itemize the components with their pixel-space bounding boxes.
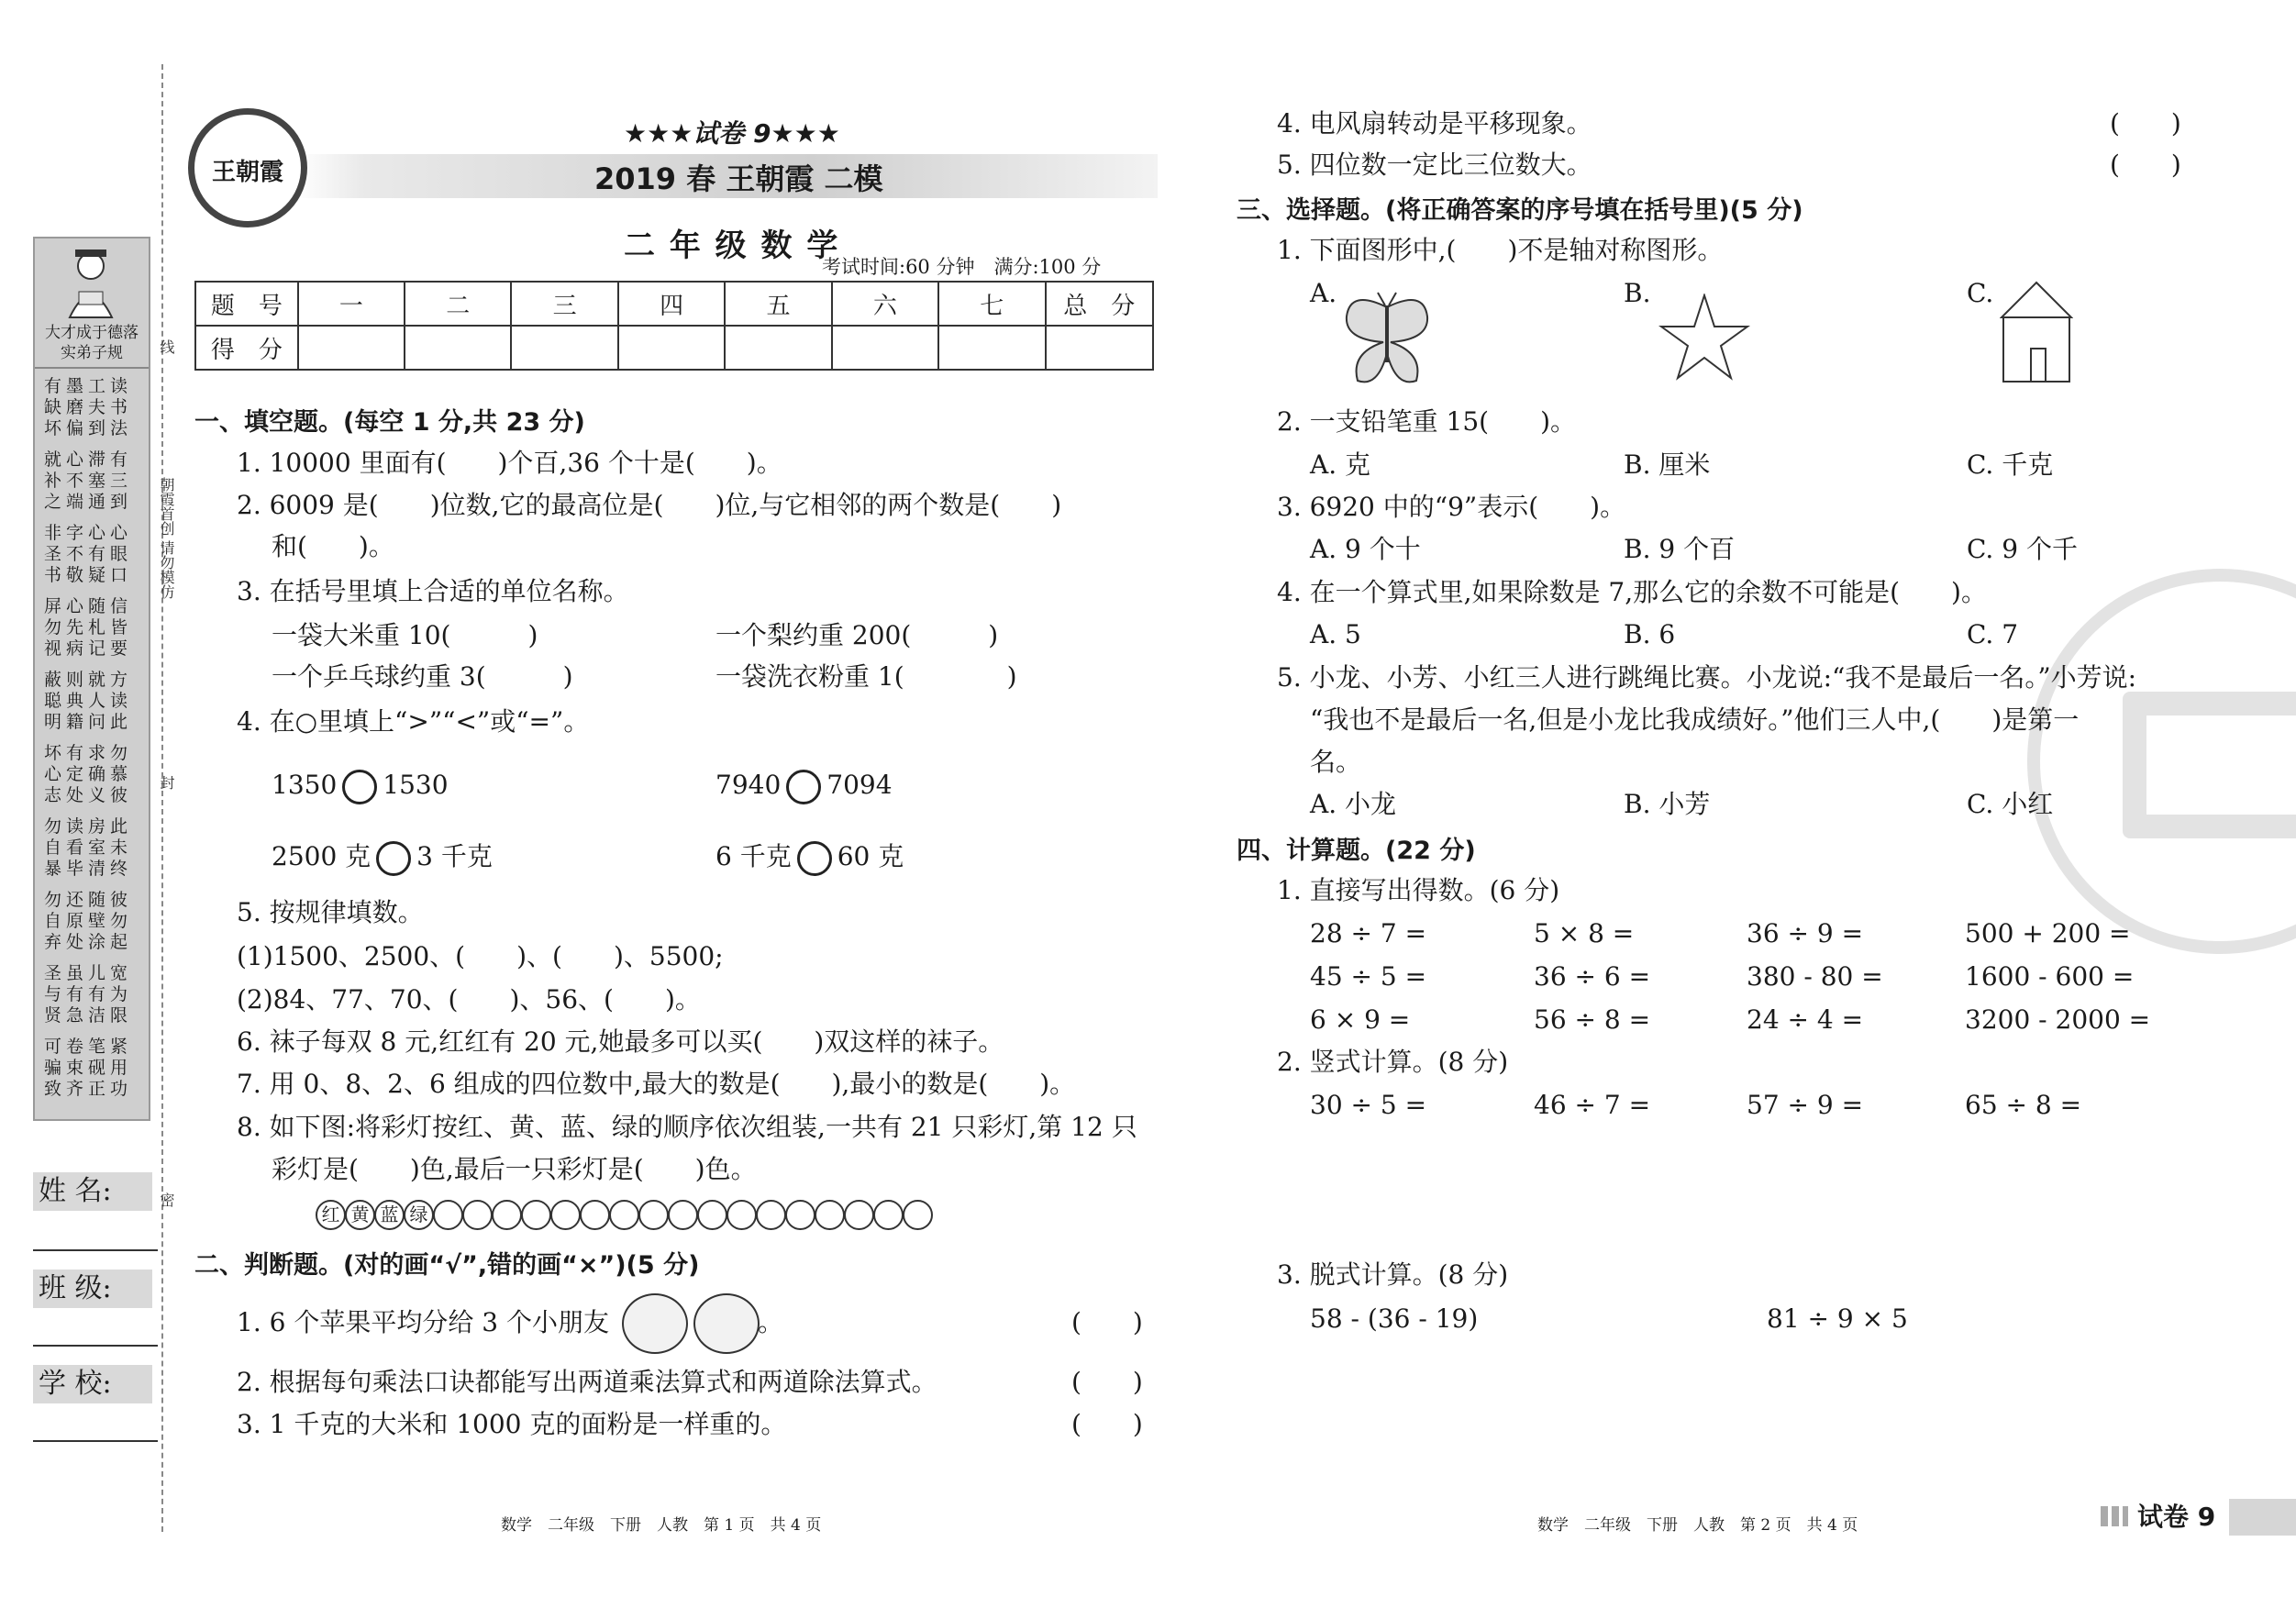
choice-q4: 4. 在一个算式里,如果除数是 7,那么它的余数不可能是( )。 <box>1277 577 1987 607</box>
choice-q5-cont: “我也不是最后一名,但是小龙比我成绩好。”他们三人中,( )是第一 <box>1310 704 2080 735</box>
lamp-red: 红 <box>316 1200 346 1230</box>
lamp-row <box>316 1200 932 1230</box>
oral-calc: 3200 - 2000 = <box>1965 1004 2151 1035</box>
q1-4: 4. 在○里填上“>”“<”或“=”。 <box>237 706 590 737</box>
lamp-blank[interactable] <box>844 1200 874 1230</box>
badge-band <box>2229 1499 2296 1536</box>
answer-blank[interactable]: ( ) <box>1071 1307 1143 1337</box>
motto-column: 勿读房此自看室未暴毕清终 <box>44 816 133 879</box>
oral-calc: 1600 - 600 = <box>1965 961 2135 992</box>
choice-q3: 3. 6920 中的“9”表示( )。 <box>1277 492 1626 522</box>
motto-column: 就心滞有补不塞三之端通到 <box>44 449 133 512</box>
judge-item-1: 1. 6 个苹果平均分给 3 个小朋友 <box>237 1307 609 1337</box>
lamp-blank[interactable] <box>903 1200 933 1230</box>
score-cell[interactable] <box>511 326 617 370</box>
q1-3-item: 一袋洗衣粉重 1( ) <box>715 661 1017 692</box>
school-field[interactable] <box>33 1440 158 1442</box>
q1-5: 5. 按规律填数。 <box>237 897 424 927</box>
score-header-cell: 四 <box>618 282 725 326</box>
watermark-seal <box>2027 569 2296 954</box>
score-cell[interactable] <box>938 326 1045 370</box>
exam-info: 考试时间:60 分钟 满分:100 分 <box>822 256 1102 278</box>
lamp-yellow: 黄 <box>345 1200 375 1230</box>
lamp-blank[interactable] <box>727 1200 757 1230</box>
binding-cut-line <box>161 64 163 1532</box>
lamp-blank[interactable] <box>521 1200 551 1230</box>
lamp-blank[interactable] <box>580 1200 610 1230</box>
oral-calc: 500 + 200 = <box>1965 918 2131 948</box>
choice-q2: 2. 一支铅笔重 15( )。 <box>1277 406 1576 437</box>
section3-title: 三、选择题。(将正确答案的序号填在括号里)(5 分) <box>1237 196 1803 225</box>
scholar-figure <box>62 246 119 319</box>
answer-blank[interactable]: ( ) <box>2110 150 2181 180</box>
seal-mark-mid: 封 <box>158 775 175 790</box>
option-label: A. 5 <box>1310 619 1361 649</box>
motto-column: 勿还随彼自原壁勿弃处涂起 <box>44 890 133 952</box>
option-label: A. 9 个十 <box>1310 534 1421 564</box>
apples-plate-icon <box>622 1293 688 1354</box>
score-cell[interactable] <box>725 326 831 370</box>
score-header-cell: 三 <box>511 282 617 326</box>
class-label: 班 级: <box>33 1270 152 1308</box>
compare-circle[interactable] <box>797 841 832 876</box>
score-cell[interactable] <box>1046 326 1153 370</box>
seal-mark-top: 线 <box>158 339 175 354</box>
name-label: 姓 名: <box>33 1172 152 1211</box>
option-label: C. 9 个千 <box>1967 534 2078 564</box>
motto-strip <box>33 237 150 1121</box>
choice-q5: 5. 小龙、小芳、小红三人进行跳绳比赛。小龙说:“我不是最后一名。”小芳说: <box>1277 662 2137 693</box>
brand-logo: 王朝霞 <box>188 108 307 227</box>
paper-badge: 试卷 9 <box>2137 1502 2216 1532</box>
oral-calc: 380 - 80 = <box>1747 961 1883 992</box>
lamp-blue: 蓝 <box>374 1200 405 1230</box>
lamp-blank[interactable] <box>638 1200 669 1230</box>
q1-3: 3. 在括号里填上合适的单位名称。 <box>237 576 629 606</box>
score-cell[interactable] <box>405 326 511 370</box>
option-label: C. <box>1967 278 1994 308</box>
vertical-calc: 57 ÷ 9 = <box>1747 1090 1864 1120</box>
option-label: B. 小芳 <box>1624 789 1711 819</box>
lamp-blank[interactable] <box>462 1200 493 1230</box>
judge-item-4: 4. 电风扇转动是平移现象。 <box>1277 108 1592 139</box>
butterfly-icon <box>1341 289 1433 394</box>
compare-circle[interactable] <box>342 770 377 804</box>
school-label: 学 校: <box>33 1365 152 1403</box>
calc-sub2: 2. 竖式计算。(8 分) <box>1277 1047 1509 1077</box>
q1-1: 1. 10000 里面有( )个百,36 个十是( )。 <box>237 448 782 478</box>
oral-calc: 36 ÷ 9 = <box>1747 918 1864 948</box>
section2-title: 二、判断题。(对的画“√”,错的画“×”)(5 分) <box>194 1251 700 1280</box>
option-label: B. 9 个百 <box>1624 534 1736 564</box>
lamp-blank[interactable] <box>785 1200 815 1230</box>
lamp-blank[interactable] <box>815 1200 845 1230</box>
score-header-cell: 五 <box>725 282 831 326</box>
oral-calc: 36 ÷ 6 = <box>1534 961 1651 992</box>
side-vertical-note: 朝霞首创 请勿模仿 <box>158 477 175 600</box>
option-label: C. 千克 <box>1967 449 2054 480</box>
calc-sub1: 1. 直接写出得数。(6 分) <box>1277 875 1560 905</box>
q1-5-2: (2)84、77、70、( )、56、( )。 <box>237 984 701 1015</box>
score-header-label: 题 号 <box>195 282 298 326</box>
choice-q1: 1. 下面图形中,( )不是轴对称图形。 <box>1277 235 1724 265</box>
vertical-calc: 46 ÷ 7 = <box>1534 1090 1651 1120</box>
answer-blank[interactable]: ( ) <box>1071 1367 1143 1397</box>
q1-8: 8. 如下图:将彩灯按红、黄、蓝、绿的顺序依次组装,一共有 21 只彩灯,第 12 只 <box>237 1112 1137 1142</box>
motto-column: 可卷笔紧骗束砚用致齐正功 <box>44 1037 133 1099</box>
stepwise-calc: 81 ÷ 9 × 5 <box>1767 1303 1908 1334</box>
exam-title: 2019 春 王朝霞 二模 <box>594 161 883 196</box>
score-cell[interactable] <box>298 326 405 370</box>
option-label: B. 6 <box>1624 619 1676 649</box>
score-row-label: 得 分 <box>195 326 298 370</box>
lamp-blank[interactable] <box>697 1200 727 1230</box>
motto-column: 蔽则就方聪典人读明籍问此 <box>44 670 133 732</box>
subject-title: 二 年 级 数 学 <box>624 227 840 264</box>
motto-column: 圣虽儿宽与有有为贤急洁限 <box>44 963 133 1026</box>
oral-calc: 45 ÷ 5 = <box>1310 961 1427 992</box>
motto-column: 坏有求勿心定确慕志处义彼 <box>44 743 133 805</box>
judge-item-5: 5. 四位数一定比三位数大。 <box>1277 150 1592 180</box>
motto-column: 屏心随信勿先札皆视病记要 <box>44 596 133 659</box>
section1-title: 一、填空题。(每空 1 分,共 23 分) <box>194 408 585 437</box>
q1-3-item: 一个乒乓球约重 3( ) <box>272 661 573 692</box>
answer-blank[interactable]: ( ) <box>2110 108 2181 139</box>
paper-number: ★★★试卷 9★★★ <box>624 118 840 149</box>
motto-column: 有墨工读缺磨夫书坏偏到法 <box>44 376 133 438</box>
lamp-blank[interactable] <box>492 1200 522 1230</box>
house-icon <box>2000 281 2073 387</box>
option-label: C. 小红 <box>1967 789 2054 819</box>
score-header-cell: 六 <box>832 282 938 326</box>
q1-3-item: 一个梨约重 200( ) <box>715 620 999 650</box>
score-header-cell: 二 <box>405 282 511 326</box>
name-field[interactable] <box>33 1249 158 1251</box>
compare-item: 6 千克 60 克 <box>715 838 904 876</box>
score-header-cell: 一 <box>298 282 405 326</box>
judge-item-3: 3. 1 千克的大米和 1000 克的面粉是一样重的。 <box>237 1409 787 1439</box>
compare-circle[interactable] <box>786 770 821 804</box>
section4-title: 四、计算题。(22 分) <box>1237 837 1476 865</box>
option-label: B. <box>1624 278 1651 308</box>
option-label: B. 厘米 <box>1624 449 1711 480</box>
option-label: A. 小龙 <box>1310 789 1397 819</box>
lamp-blank[interactable] <box>668 1200 698 1230</box>
compare-item: 7940 7094 <box>715 767 893 804</box>
q1-6: 6. 袜子每双 8 元,红红有 20 元,她最多可以买( )双这样的袜子。 <box>237 1026 1004 1057</box>
lamp-blank[interactable] <box>873 1200 904 1230</box>
option-label: A. 克 <box>1310 449 1371 480</box>
score-header-cell: 总 分 <box>1046 282 1153 326</box>
q1-2: 2. 6009 是( )位数,它的最高位是( )位,与它相邻的两个数是( ) <box>237 490 1062 520</box>
oral-calc: 56 ÷ 8 = <box>1534 1004 1651 1035</box>
score-cell[interactable] <box>618 326 725 370</box>
apples-plate-icon <box>693 1293 760 1354</box>
oral-calc: 28 ÷ 7 = <box>1310 918 1427 948</box>
compare-item: 1350 1530 <box>272 767 449 804</box>
seal-mark-bottom: 密 <box>158 1192 175 1207</box>
score-table <box>194 281 1154 371</box>
score-cell[interactable] <box>832 326 938 370</box>
answer-blank[interactable]: ( ) <box>1071 1409 1143 1439</box>
motto-text: 大才成于德落实弟子规 <box>45 324 139 362</box>
stepwise-calc: 58 - (36 - 19) <box>1310 1303 1479 1334</box>
page-footer-left: 数学 二年级 下册 人教 第 1 页 共 4 页 <box>501 1516 822 1535</box>
lamp-green: 绿 <box>404 1200 434 1230</box>
q1-5-1: (1)1500、2500、( )、( )、5500; <box>237 941 724 971</box>
option-label: A. <box>1310 278 1337 308</box>
calc-sub3: 3. 脱式计算。(8 分) <box>1277 1259 1509 1290</box>
judge-item-2: 2. 根据每句乘法口诀都能写出两道乘法算式和两道除法算式。 <box>237 1367 937 1397</box>
q1-3-item: 一袋大米重 10( ) <box>272 620 538 650</box>
vertical-calc: 30 ÷ 5 = <box>1310 1090 1427 1120</box>
option-label: C. 7 <box>1967 619 2019 649</box>
lamp-blank[interactable] <box>609 1200 639 1230</box>
compare-circle[interactable] <box>376 841 411 876</box>
q1-2-cont: 和( )。 <box>272 531 394 561</box>
badge-pattern <box>2101 1506 2128 1526</box>
score-header-cell: 七 <box>938 282 1045 326</box>
lamp-blank[interactable] <box>433 1200 463 1230</box>
compare-item: 2500 克 3 千克 <box>272 838 493 876</box>
oral-calc: 6 × 9 = <box>1310 1004 1411 1035</box>
vertical-calc: 65 ÷ 8 = <box>1965 1090 2082 1120</box>
page-footer-right: 数学 二年级 下册 人教 第 2 页 共 4 页 <box>1537 1516 1858 1535</box>
lamp-blank[interactable] <box>756 1200 786 1230</box>
lamp-blank[interactable] <box>550 1200 581 1230</box>
motto-column: 非字心心圣不有眼书敬疑口 <box>44 523 133 585</box>
oral-calc: 24 ÷ 4 = <box>1747 1004 1864 1035</box>
choice-q5-cont: 名。 <box>1310 747 1362 777</box>
q1-8-cont: 彩灯是( )色,最后一只彩灯是( )色。 <box>272 1154 757 1184</box>
class-field[interactable] <box>33 1345 158 1347</box>
star-icon <box>1658 294 1750 384</box>
q1-7: 7. 用 0、8、2、6 组成的四位数中,最大的数是( ),最小的数是( )。 <box>237 1069 1076 1099</box>
oral-calc: 5 × 8 = <box>1534 918 1635 948</box>
